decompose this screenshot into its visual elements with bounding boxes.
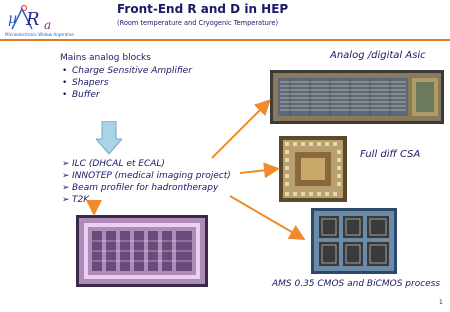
- list-item: [62, 66, 192, 76]
- svg-text:a: a: [44, 18, 52, 32]
- arrow-bullet-icon: ➢: [62, 195, 70, 205]
- mains-title: Mains analog blocks: [60, 53, 151, 63]
- item-label: Shapers: [72, 78, 109, 88]
- bullet-icon: •: [62, 90, 68, 100]
- list-item: [62, 78, 109, 88]
- item-label: Buffer: [72, 90, 100, 100]
- arrow-to-csa: [240, 169, 276, 173]
- label-analog-digital-asic: Analog /digital Asic: [330, 50, 426, 61]
- arrow-bullet-icon: ➢: [62, 171, 70, 181]
- svg-text:Microelectronic Widow Argentin: Microelectronic Widow Argentine: [5, 32, 74, 37]
- list-item: [62, 195, 89, 205]
- chip-csa-image: [279, 136, 347, 202]
- arrow-bullet-icon: ➢: [62, 159, 70, 169]
- down-arrow-icon: [96, 121, 122, 155]
- page-number: 1: [439, 299, 443, 306]
- svg-text:µ: µ: [8, 11, 18, 27]
- arrow-bullet-icon: ➢: [62, 183, 70, 193]
- page-subtitle: (Room temperature and Cryogenic Temperature): [117, 19, 279, 27]
- item-label: Charge Sensitive Amplifier: [72, 66, 192, 76]
- chip-asic-image: [270, 70, 444, 124]
- arrow-to-asic: [212, 102, 268, 158]
- svg-text:R: R: [26, 9, 40, 30]
- list-item: [62, 171, 231, 181]
- chip-layout-image: [76, 215, 208, 287]
- header-divider: [0, 39, 450, 41]
- item-label: Beam profiler for hadrontherapy: [72, 183, 219, 193]
- chip-ams-image: [311, 208, 397, 274]
- list-item: [62, 183, 218, 193]
- logo: [4, 3, 80, 38]
- label-ams-process: AMS 0.35 CMOS and BiCMOS process: [272, 279, 441, 289]
- item-label: T2K: [72, 195, 90, 205]
- item-label: ILC (DHCAL et ECAL): [72, 159, 165, 169]
- list-item: [62, 90, 100, 100]
- arrow-to-ams: [230, 196, 302, 238]
- bullet-icon: •: [62, 78, 68, 88]
- list-item: [62, 159, 165, 169]
- page-title: Front-End R and D in HEP: [117, 2, 289, 16]
- bullet-icon: •: [62, 66, 68, 76]
- label-full-diff-csa: Full diff CSA: [360, 149, 421, 160]
- item-label: INNOTEP (medical imaging project): [72, 171, 231, 181]
